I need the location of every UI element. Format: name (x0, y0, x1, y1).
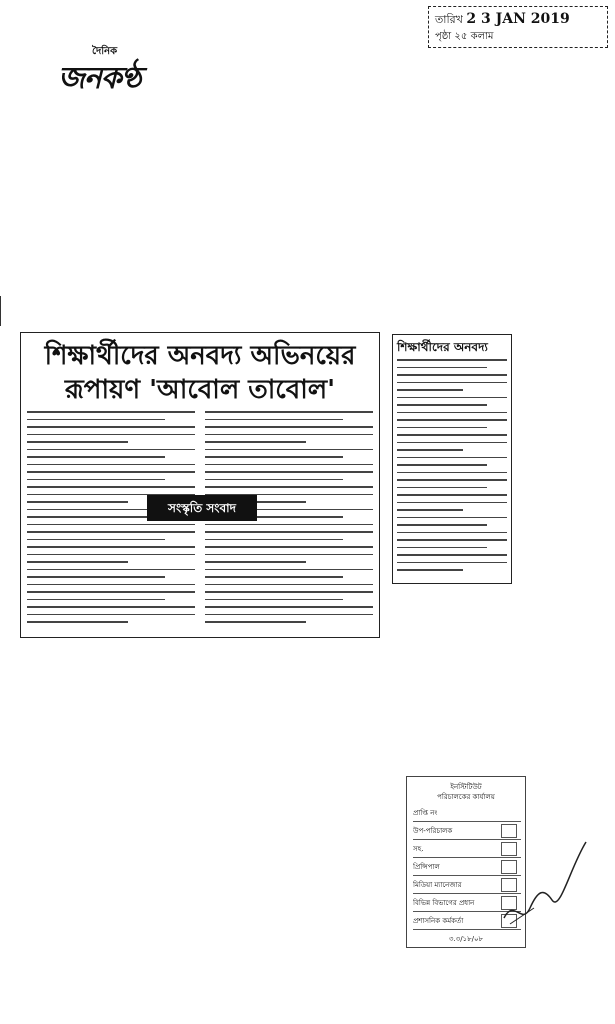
text-line (205, 456, 343, 458)
text-line (397, 494, 507, 496)
text-line (205, 479, 343, 481)
text-line (27, 584, 195, 586)
signature-icon (500, 838, 590, 928)
text-line (205, 561, 306, 563)
text-line (27, 516, 165, 518)
text-line (27, 456, 165, 458)
text-line (205, 486, 373, 488)
text-line (205, 419, 343, 421)
text-line (397, 427, 487, 429)
text-line (397, 374, 507, 376)
stamp-column-label: কলাম (470, 31, 494, 42)
text-line (397, 472, 507, 474)
text-line (397, 547, 487, 549)
slip-subtitle: পরিচালকের কার্যালয় (437, 793, 495, 801)
text-line (205, 471, 373, 473)
text-line (205, 464, 373, 466)
text-line (397, 502, 507, 504)
slip-row: সহ. (413, 841, 521, 858)
text-line (397, 404, 487, 406)
text-line (27, 554, 195, 556)
text-line (27, 576, 165, 578)
news-clipping (20, 332, 380, 638)
slip-row: প্রশাসনিক কর্মকর্তা (413, 913, 521, 930)
text-line (27, 426, 195, 428)
margin-mark (0, 296, 4, 326)
text-line (397, 562, 507, 564)
headline-line-2: রূপায়ণ 'আবোল তাবোল' (64, 375, 336, 405)
text-line (397, 479, 507, 481)
text-line (397, 487, 487, 489)
continuation-body (397, 359, 507, 577)
text-line (205, 614, 373, 616)
text-line (205, 576, 343, 578)
slip-row: প্রিন্সিপাল (413, 859, 521, 876)
text-line (205, 426, 373, 428)
text-line (27, 531, 195, 533)
text-line (397, 464, 487, 466)
slip-row: উপ-পরিচালক (413, 823, 521, 840)
continuation-title: শিক্ষার্থীদের অনবদ্য (397, 340, 488, 354)
text-line (27, 501, 128, 503)
text-line (205, 441, 306, 443)
text-line (27, 471, 195, 473)
text-line (397, 524, 487, 526)
text-line (397, 442, 507, 444)
text-line (27, 449, 195, 451)
article-column-left (27, 411, 195, 631)
text-line (397, 509, 463, 511)
text-line (27, 539, 165, 541)
text-line (205, 411, 373, 413)
text-line (397, 359, 507, 361)
text-line (397, 517, 507, 519)
text-line (205, 569, 373, 571)
text-line (27, 441, 128, 443)
text-line (397, 389, 463, 391)
stamp-page-value: ২৫ (454, 31, 468, 42)
text-line (27, 561, 128, 563)
text-line (397, 457, 507, 459)
slip-row: মিডিয়া ম্যানেজার (413, 877, 521, 894)
text-line (205, 434, 373, 436)
text-line (27, 599, 165, 601)
text-line (27, 524, 195, 526)
text-line (397, 367, 487, 369)
text-line (27, 479, 165, 481)
text-line (205, 606, 373, 608)
text-line (397, 569, 463, 571)
text-line (397, 382, 507, 384)
newspaper-name: জনকণ্ঠ (58, 61, 141, 96)
text-line (397, 532, 507, 534)
text-line (27, 464, 195, 466)
text-line (397, 419, 507, 421)
text-line (397, 554, 507, 556)
text-line (27, 486, 195, 488)
text-line (205, 546, 373, 548)
text-line (27, 606, 195, 608)
section-badge: সংস্কৃতি সংবাদ (147, 495, 257, 521)
article-column-right (205, 411, 373, 631)
headline-line-1: শিক্ষার্থীদের অনবদ্য অভিনয়ের (44, 341, 356, 371)
text-line (205, 591, 373, 593)
slip-checkbox (501, 824, 517, 838)
slip-row: বিভিন্ন বিভাগের প্রধান (413, 895, 521, 912)
text-line (205, 539, 343, 541)
text-line (27, 434, 195, 436)
text-line (27, 419, 165, 421)
text-line (205, 621, 306, 623)
text-line (27, 621, 128, 623)
text-line (205, 584, 373, 586)
masthead-label: দৈনিক (92, 46, 118, 57)
text-line (27, 546, 195, 548)
text-line (27, 569, 195, 571)
stamp-date-value: 2 3 JAN 2019 (466, 11, 570, 27)
text-line (397, 434, 507, 436)
text-line (205, 554, 373, 556)
slip-row: প্রাপ্তি নং (413, 805, 521, 822)
continuation-column (392, 334, 512, 584)
text-line (205, 599, 343, 601)
text-line (397, 449, 463, 451)
text-line (27, 411, 195, 413)
slip-footer: ৩.৩/১৮/০৮ (448, 935, 484, 943)
text-line (205, 449, 373, 451)
stamp-page-label: পৃষ্ঠা (435, 31, 452, 42)
text-line (397, 412, 507, 414)
headline (27, 339, 373, 407)
text-line (27, 591, 195, 593)
slip-title: ইনস্টিটিউট (450, 783, 482, 791)
text-line (27, 614, 195, 616)
text-line (205, 524, 373, 526)
text-line (205, 531, 373, 533)
text-line (397, 539, 507, 541)
stamp-date-label: তারিখ (435, 13, 463, 26)
date-stamp (428, 6, 608, 48)
article-body (27, 411, 373, 631)
text-line (397, 397, 507, 399)
